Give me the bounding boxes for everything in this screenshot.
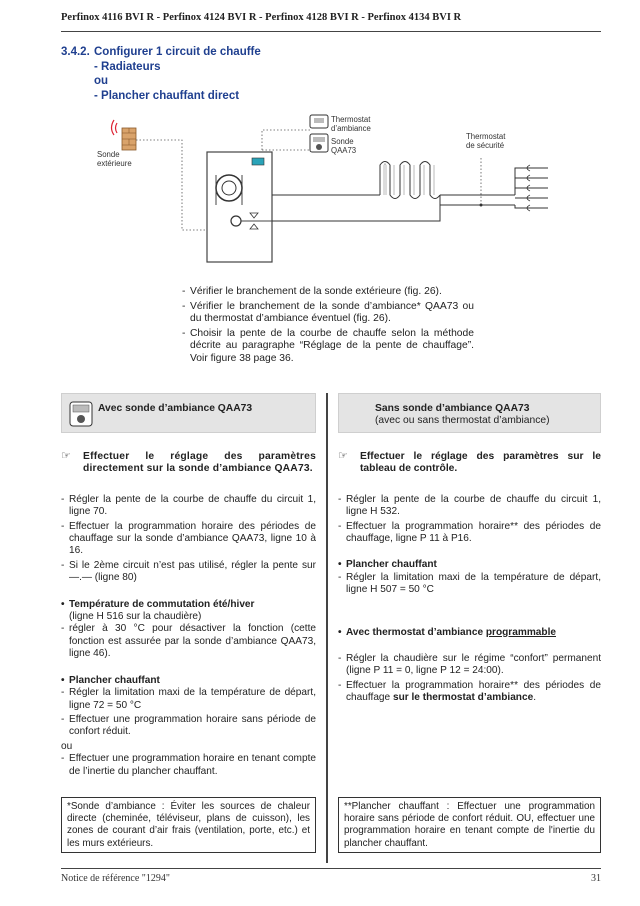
switch-temperature-subtitle: (ligne H 516 sur la chaudière) [69,611,202,623]
safety-thermostat-label-line1: Thermostat [466,132,506,141]
right-instruction-text: Effectuer le réglage des paramètres sur le tableau de contrôle. [360,451,601,475]
left-note-box: *Sonde d’ambiance : Éviter les sources de chaleur directe (cheminée, téléviseur, plans de cuisson), les zones de courant d’air frais (ventilation, porte, etc.) et les murs extérieurs. [61,797,316,853]
check-item: - Vérifier le branchement de la sonde d’ambiance* QAA73 ou du thermostat d’ambiance éventuel (fig. 26). [182,301,474,326]
programmable-thermostat-underlined: programmable [485,626,556,638]
section-number: 3.4.2. [61,46,90,58]
thermo-last-prefix: Effectuer la programmation horaire** des périodes de chauffage [346,679,601,704]
right-column-title: Sans sonde d’ambiance QAA73 [375,403,530,414]
section-line-3: ou [94,75,109,87]
document-header: Perfinox 4116 BVI R - Perfinox 4124 BVI R - Perfinox 4128 BVI R - Perfinox 4134 BVI R [61,12,462,23]
left-column-title: Avec sonde d’ambiance QAA73 [98,403,253,414]
pointing-hand-icon: ☞ [61,450,72,462]
section-line-4: - Plancher chauffant direct [94,89,240,102]
outdoor-sensor-icon [112,120,137,150]
page-number: 31 [591,873,601,884]
left-floor-alt: - Effectuer une programmation horaire en tenant compte de l’inertie du plancher chauffant. [61,753,316,778]
section-line-2: - Radiateurs [94,60,161,73]
left-floor-step: - Effectuer une programmation horaire sans période de confort réduit. [61,714,316,739]
right-column [338,451,601,707]
right-step: - Effectuer la programmation horaire** des périodes de chauffage, ligne P 11 à P16. [338,521,601,546]
room-sensor-qaa73-icon [69,401,93,427]
room-sensor-label [331,137,356,155]
footer-rule [61,868,601,869]
room-sensor-label-line2: QAA73 [331,146,357,155]
left-column-header [61,393,316,433]
room-sensor-label-line1: Sonde [331,137,354,146]
programmable-thermostat-step: - Régler la chaudière sur le régime “confort” permanent (ligne P 11 = 0, ligne P 12 = 24:00). [338,653,601,678]
right-column-subtitle: (avec ou sans thermostat d’ambiance) [375,415,550,426]
room-thermostat-icon [310,115,328,128]
safety-thermostat-label-line2: de sécurité [466,141,505,150]
right-step: - Régler la pente de la courbe de chauffe du circuit 1, ligne H 532. [338,494,601,519]
left-column [61,451,316,780]
left-instruction [61,451,316,476]
left-or: ou [61,740,73,752]
floor-coil-icon [380,162,440,199]
room-thermostat-label [331,115,371,133]
column-separator [326,393,328,863]
left-instruction-text: Effectuer le réglage des paramètres directement sur la sonde d’ambiance QAA73. [83,451,316,475]
thermo-last-suffix: . [533,692,537,704]
boiler-icon [207,152,272,262]
switch-temperature-step: - régler à 30 °C pour désactiver la fonction (cette fonction est assurée par la sonde d’ambiance QAA73, ligne 46). [61,623,316,660]
right-column-header [338,393,601,433]
thermo-last-bold: sur le thermostat d’ambiance [392,692,534,704]
right-instruction [338,451,601,476]
left-step: - Effectuer la programmation horaire des périodes de chauffage sur la sonde d’ambiance QAA73, ligne 10 à 16. [61,521,316,558]
programmable-thermostat-prefix: Avec thermostat d’ambiance [346,626,486,638]
left-step: - Si le 2ème circuit n’est pas utilisé, régler la pente sur —.— (ligne 80) [61,560,316,585]
right-note-box: **Plancher chauffant : Effectuer une programmation horaire sans période de confort réduit. OU, effectuer une programmation horaire en tenant compte de l'inertie du plancher chauffant. [338,797,601,853]
programmable-thermostat-step-last [338,680,601,705]
left-floor-step: - Régler la limitation maxi de la température de départ, ligne 72 = 50 °C [61,687,316,712]
check-item: - Choisir la pente de la courbe de chauffe selon la méthode décrite au paragraphe “Réglage de la pente de chauffage”. Voir figure 38 page 36. [182,328,474,366]
right-floor-title: • Plancher chauffant [338,559,601,571]
section-line-1: Configurer 1 circuit de chauffe [94,46,261,58]
check-item: - Vérifier le branchement de la sonde extérieure (fig. 26). [182,286,474,299]
floor-loops-icon [515,165,548,211]
outdoor-sensor-label-line2: extérieure [97,159,132,168]
room-thermostat-label-line1: Thermostat [331,115,371,124]
room-sensor-icon [310,134,328,152]
footer-reference: Notice de référence "1294" [61,873,170,884]
left-step: - Régler la pente de la courbe de chauffe du circuit 1, ligne 70. [61,494,316,519]
outdoor-sensor-label-line1: Sonde [97,150,120,159]
safety-thermostat-label [466,132,505,150]
left-floor-title: • Plancher chauffant [61,675,316,687]
programmable-thermostat-title [338,627,601,639]
heating-circuit-diagram [0,0,640,280]
room-thermostat-label-line2: d’ambiance [331,124,371,133]
pointing-hand-icon: ☞ [338,450,348,462]
checks-list [182,286,474,367]
right-floor-step: - Régler la limitation maxi de la température de départ, ligne H 507 = 50 °C [338,572,601,597]
outdoor-sensor-label [97,150,132,168]
switch-temperature-title: • Température de commutation été/hiver [61,599,316,611]
